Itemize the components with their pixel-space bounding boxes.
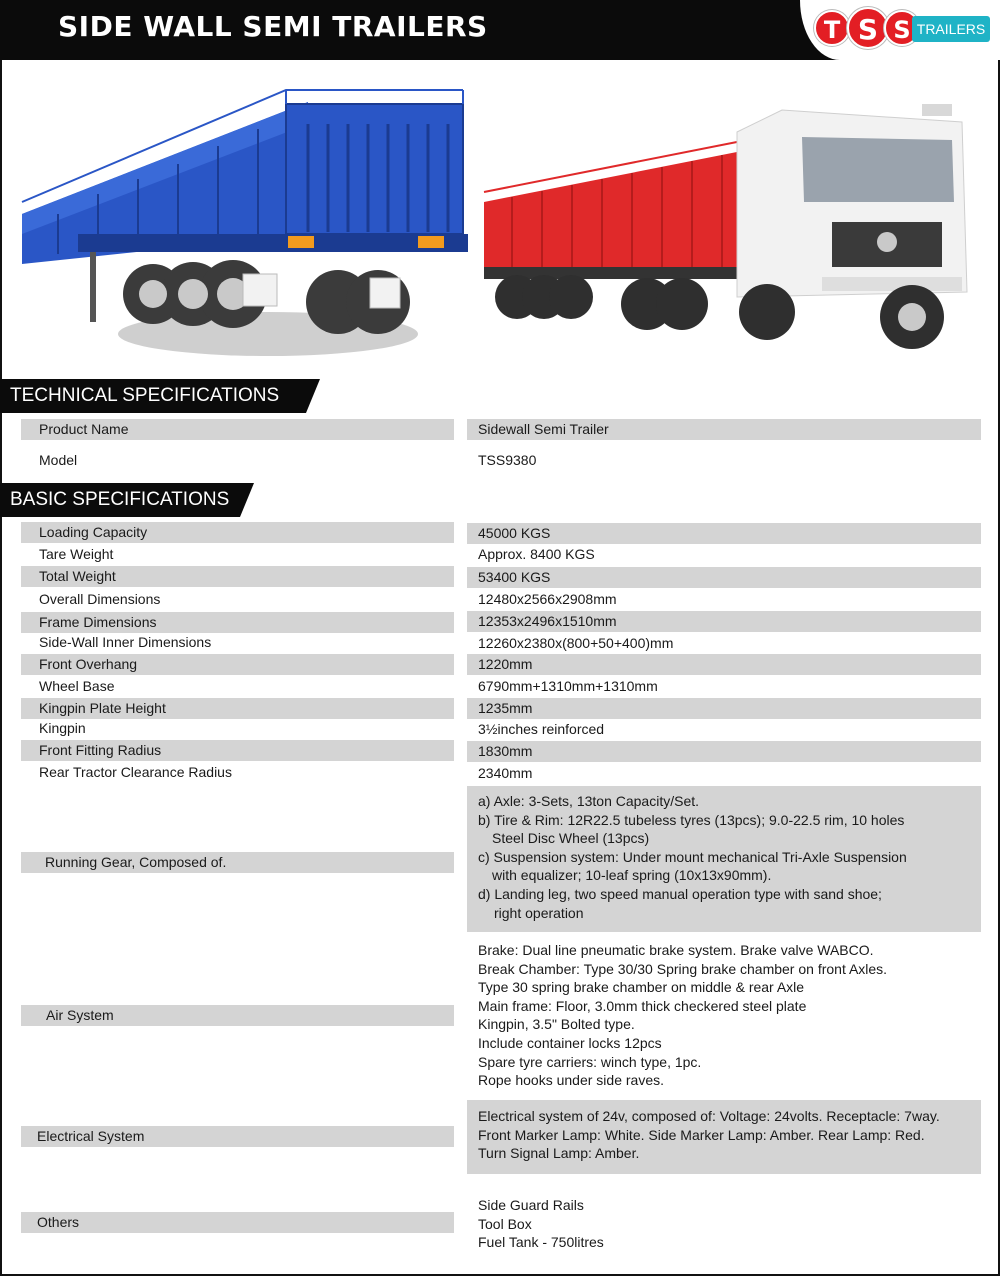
- spec-label-front-fitting-radius: Front Fitting Radius: [21, 740, 454, 761]
- spec-label-frame-dimensions: Frame Dimensions: [21, 612, 454, 633]
- spec-label-front-overhang: Front Overhang: [21, 654, 454, 675]
- air-system-line: Brake: Dual line pneumatic brake system. Brake valve WABCO.: [478, 942, 874, 958]
- brand-logo: [800, 0, 1000, 60]
- air-system-line: Kingpin, 3.5" Bolted type.: [478, 1016, 635, 1033]
- air-system-line: Main frame: Floor, 3.0mm thick checkered steel plate: [478, 997, 807, 1014]
- red-trailer-truck-illustration: [482, 92, 982, 360]
- blue-trailer-image: [18, 84, 473, 364]
- spec-label-kingpin: Kingpin: [39, 720, 86, 736]
- red-trailer-truck-image: [482, 92, 982, 360]
- spec-label-wheel-base: Wheel Base: [39, 678, 115, 694]
- spec-label-others: Others: [21, 1212, 454, 1233]
- spec-value-product-name: Sidewall Semi Trailer: [467, 419, 981, 440]
- running-gear-line: with equalizer; 10-leaf spring (10x13x90mm).: [492, 867, 772, 884]
- spec-label-tare-weight: Tare Weight: [39, 546, 114, 562]
- others-line: Fuel Tank - 750litres: [478, 1234, 604, 1251]
- electrical-line: Turn Signal Lamp: Amber.: [478, 1145, 640, 1162]
- others-line: Tool Box: [478, 1215, 532, 1232]
- spec-value-sidewall-inner-dimensions: 12260x2380x(800+50+400)mm: [478, 635, 674, 651]
- spec-label-air-system: Air System: [21, 1005, 454, 1026]
- spec-value-front-overhang: 1220mm: [467, 654, 981, 675]
- logo-letter-s1: S: [847, 7, 889, 49]
- page-title: SIDE WALL SEMI TRAILERS: [58, 10, 488, 43]
- spec-value-tare-weight: Approx. 8400 KGS: [478, 546, 595, 562]
- basic-specifications-heading: BASIC SPECIFICATIONS: [0, 483, 240, 517]
- spec-label-running-gear: Running Gear, Composed of.: [21, 852, 454, 873]
- electrical-line: Front Marker Lamp: White. Side Marker Lamp: Amber. Rear Lamp: Red.: [478, 1126, 925, 1143]
- spec-label-rear-tractor-clearance-radius: Rear Tractor Clearance Radius: [39, 764, 232, 780]
- page-header: [0, 0, 1000, 60]
- spec-value-running-gear: [467, 786, 981, 932]
- air-system-line: Include container locks 12pcs: [478, 1034, 662, 1051]
- running-gear-line: c) Suspension system: Under mount mechanical Tri-Axle Suspension: [478, 848, 907, 865]
- spec-value-air-system: [467, 941, 981, 1091]
- spec-label-overall-dimensions: Overall Dimensions: [39, 591, 161, 607]
- blue-trailer-illustration: [18, 84, 473, 364]
- logo-letter-s2: S: [884, 10, 920, 46]
- spec-label-model: Model: [39, 452, 78, 468]
- running-gear-line: Steel Disc Wheel (13pcs): [492, 830, 650, 847]
- logo-letter-t: T: [814, 10, 850, 46]
- spec-value-rear-tractor-clearance-radius: 2340mm: [478, 765, 533, 781]
- spec-value-wheel-base: 6790mm+1310mm+1310mm: [478, 678, 658, 694]
- spec-label-electrical-system: Electrical System: [21, 1126, 454, 1147]
- spec-value-frame-dimensions: 12353x2496x1510mm: [467, 611, 981, 632]
- spec-label-loading-capacity: Loading Capacity: [21, 522, 454, 543]
- running-gear-line: d) Landing leg, two speed manual operation type with sand shoe;: [478, 885, 882, 902]
- others-line: Side Guard Rails: [478, 1197, 584, 1213]
- spec-label-total-weight: Total Weight: [21, 566, 454, 587]
- running-gear-line: b) Tire & Rim: 12R22.5 tubeless tyres (13pcs); 9.0-22.5 rim, 10 holes: [478, 811, 905, 828]
- spec-value-electrical-system: [467, 1100, 981, 1174]
- technical-specifications-heading: TECHNICAL SPECIFICATIONS: [0, 379, 306, 413]
- electrical-line: Electrical system of 24v, composed of: Voltage: 24volts. Receptacle: 7way.: [478, 1108, 940, 1124]
- spec-value-overall-dimensions: 12480x2566x2908mm: [478, 591, 617, 607]
- spec-value-others: [467, 1196, 981, 1256]
- spec-label-product-name: Product Name: [21, 419, 454, 440]
- spec-value-loading-capacity: 45000 KGS: [467, 523, 981, 544]
- running-gear-line: right operation: [494, 904, 584, 921]
- spec-value-kingpin-plate-height: 1235mm: [467, 698, 981, 719]
- spec-value-kingpin: 3½inches reinforced: [478, 721, 605, 737]
- spec-value-front-fitting-radius: 1830mm: [467, 741, 981, 762]
- air-system-line: Spare tyre carriers: winch type, 1pc.: [478, 1053, 702, 1070]
- spec-label-kingpin-plate-height: Kingpin Plate Height: [21, 698, 454, 719]
- air-system-line: Type 30 spring brake chamber on middle & rear Axle: [478, 979, 805, 996]
- air-system-line: Break Chamber: Type 30/30 Spring brake chamber on front Axles.: [478, 960, 888, 977]
- air-system-line: Rope hooks under side raves.: [478, 1072, 664, 1089]
- spec-value-total-weight: 53400 KGS: [467, 567, 981, 588]
- spec-value-model: TSS9380: [478, 452, 537, 468]
- logo-tag: TRAILERS: [912, 16, 990, 42]
- spec-label-sidewall-inner-dimensions: Side-Wall Inner Dimensions: [39, 634, 212, 650]
- running-gear-line: a) Axle: 3-Sets, 13ton Capacity/Set.: [478, 793, 700, 809]
